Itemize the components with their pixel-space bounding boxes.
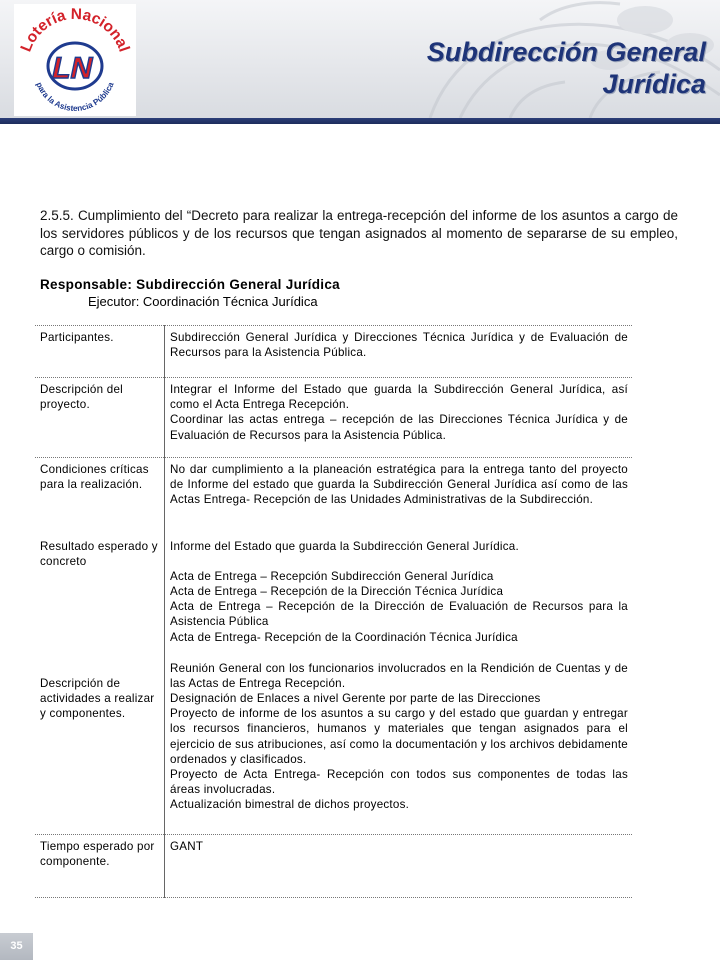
responsable-label: Responsable: Subdirección General Jurídica xyxy=(40,277,340,292)
responsable-line xyxy=(40,276,340,293)
logo-monogram: LN xyxy=(49,52,97,85)
value-line: Proyecto de informe de los asuntos a su cargo y del estado que guardan y entregar los recursos financieros, humanos y materiales que tengan asignados para el ejercicio de sus atribuciones, así como la documentación y los archivos debidamente ordenados y clasificados. xyxy=(170,707,628,766)
logo-text-bottom: para la Asistencia Pública xyxy=(34,80,116,114)
row-label: Resultado esperado y concreto xyxy=(35,535,165,657)
row-value: Subdirección General Jurídica y Direcciones Técnica Jurídica y de Evaluación de Recursos para la Asistencia Pública. xyxy=(165,326,633,378)
header-divider-bar xyxy=(0,118,720,124)
page-title-line2: Jurídica xyxy=(602,69,706,99)
value-line: Acta de Entrega – Recepción Subdirección General Jurídica xyxy=(170,569,494,583)
table-row-descripcion xyxy=(35,378,632,458)
row-label: Condiciones críticas para la realización. xyxy=(35,458,165,535)
value-line: Informe del Estado que guarda la Subdirección General Jurídica. xyxy=(170,539,519,553)
page-title xyxy=(427,36,706,100)
value-line: Actualización bimestral de dichos proyectos. xyxy=(170,798,410,812)
page-number: 35 xyxy=(0,933,33,960)
page-title-line1: Subdirección General xyxy=(426,37,706,67)
table-row-tiempo xyxy=(35,835,632,898)
row-label-text: Descripción de actividades a realizar y componentes. xyxy=(40,676,155,720)
row-value xyxy=(165,378,633,458)
value-line: Designación de Enlaces a nivel Gerente por parte de las Direcciones xyxy=(170,691,541,705)
value-line: Acta de Entrega- Recepción de la Coordinación Técnica Jurídica xyxy=(170,630,518,644)
row-label: Tiempo esperado por componente. xyxy=(35,835,165,898)
value-line: Reunión General con los funcionarios involucrados en la Rendición de Cuentas y de las Actas de Entrega Recepción. xyxy=(170,661,628,690)
loteria-nacional-logo xyxy=(14,4,136,116)
table-row-condiciones xyxy=(35,458,632,535)
table-row-participantes xyxy=(35,326,632,378)
value-line: Acta de Entrega – Recepción de la Dirección Técnica Jurídica xyxy=(170,584,504,598)
value-line: Coordinar las actas entrega – recepción de las Direcciones Técnica Jurídica y de Evaluación de Recursos para la Asistencia Pública. xyxy=(170,413,628,442)
intro-paragraph: 2.5.5. Cumplimiento del “Decreto para realizar la entrega-recepción del informe de los asuntos a cargo de los servidores públicos y de los recursos que tengan asignados al momento de separarse de su empleo, cargo o comisión. xyxy=(40,208,678,258)
table-row-resultado xyxy=(35,535,632,657)
value-line: Proyecto de Acta Entrega- Recepción con todos sus componentes de todas las áreas involucradas. xyxy=(170,767,628,797)
row-label xyxy=(35,657,165,835)
project-info-table xyxy=(35,325,632,898)
row-value: GANT xyxy=(165,835,633,898)
value-line: Acta de Entrega – Recepción de la Dirección de Evaluación de Recursos para la Asistencia Pública xyxy=(170,600,628,629)
logo-text-top: Lotería Nacional xyxy=(17,5,133,55)
value-line: Integrar el Informe del Estado que guarda la Subdirección General Jurídica, así como el Acta Entrega Recepción. xyxy=(170,383,628,412)
ejecutor-line: Ejecutor: Coordinación Técnica Jurídica xyxy=(88,294,318,309)
row-value xyxy=(165,657,633,835)
row-label: Descripción del proyecto. xyxy=(35,378,165,458)
table-row-actividades xyxy=(35,657,632,835)
row-label: Participantes. xyxy=(35,326,165,378)
row-value xyxy=(165,535,633,657)
row-value: No dar cumplimiento a la planeación estratégica para la entrega tanto del proyecto de Informe del estado que guarda la Subdirección General Jurídica así como de las Actas Entrega- Recepción de las Unidades Administrativas de la Subdirección. xyxy=(165,458,633,535)
page-header xyxy=(0,0,720,118)
